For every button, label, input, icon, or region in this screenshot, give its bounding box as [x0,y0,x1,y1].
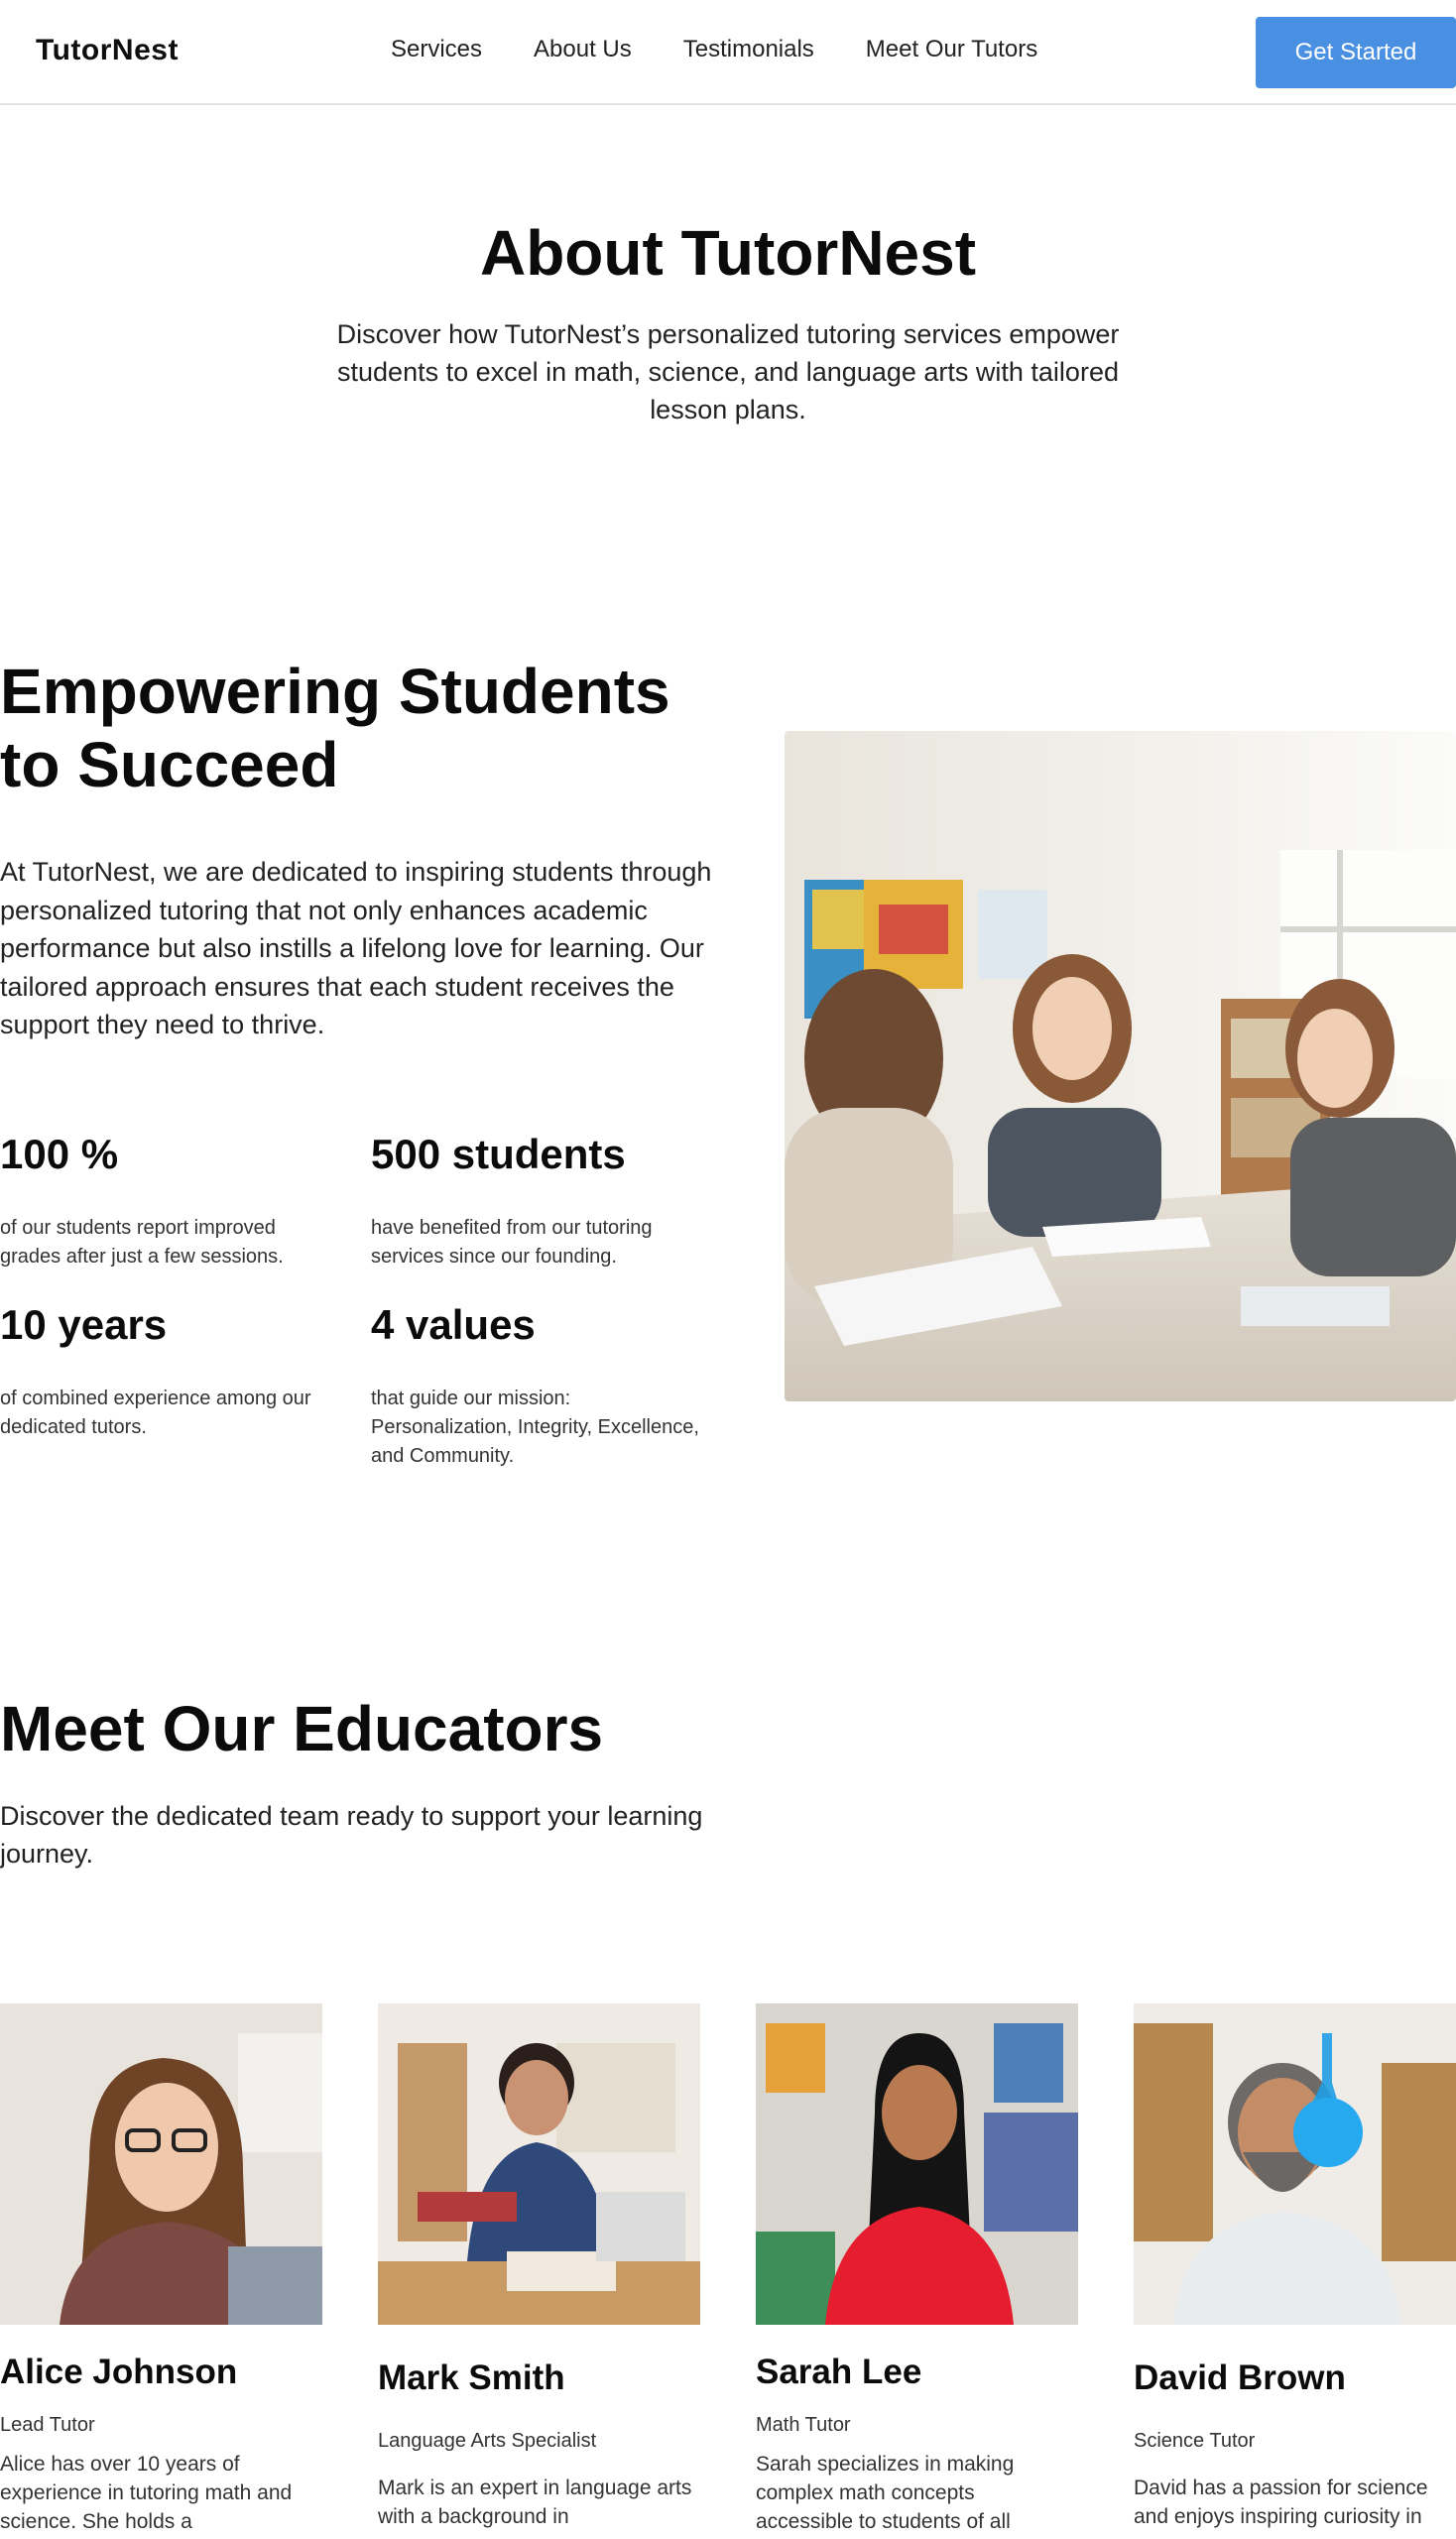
educator-photo [0,2003,322,2325]
main-nav [391,36,1089,63]
educator-name: Mark Smith [378,2358,565,2397]
nav-meet-our-tutors[interactable]: Meet Our Tutors [865,36,1038,62]
educator-card[interactable] [378,2003,700,2528]
educators-subtitle: Discover the dedicated team ready to support your learning journey. [0,1801,703,1869]
educator-bio: Sarah specializes in making complex math concepts accessible to students of all [756,2453,1015,2533]
nav-about-us[interactable]: About Us [534,36,632,62]
educator-name: Sarah Lee [756,2353,922,2391]
stat-value: 500 students [371,1131,626,1177]
stat-description: of combined experience among our dedicated tutors. [0,1388,311,1438]
educator-role: Math Tutor [756,2414,851,2436]
stat-description: of our students report improved grades after just a few sessions. [0,1217,284,1268]
stat-value: 4 values [371,1301,536,1348]
stat-description: have benefited from our tutoring services since our founding. [371,1217,653,1268]
educator-name: David Brown [1134,2358,1346,2397]
stat-description: that guide our mission: Personalization, Integrity, Excellence, and Community. [371,1388,699,1467]
educators-heading: Meet Our Educators [0,1693,604,1764]
educator-bio: Mark is an expert in language arts with a background in [378,2477,692,2528]
get-started-button[interactable]: Get Started [1256,17,1456,88]
educator-role: Lead Tutor [0,2414,95,2436]
educator-name: Alice Johnson [0,2353,238,2391]
logo[interactable]: TutorNest [36,34,179,66]
educator-role: Language Arts Specialist [378,2430,597,2452]
site-header [0,0,1456,105]
page-subtitle: Discover how TutorNest’s personalized tutoring services empower students to excel in math, science, and language arts with tailored lesson plans. [336,319,1120,424]
stat-value: 100 % [0,1131,119,1177]
educator-card[interactable] [0,2003,322,2533]
educator-photo [756,2003,1078,2325]
educator-photo [1134,2003,1456,2325]
stat-value: 10 years [0,1301,168,1348]
educator-card[interactable] [1134,2003,1456,2528]
classroom-photo [785,731,1456,1401]
nav-testimonials[interactable]: Testimonials [682,36,814,62]
empower-body: At TutorNest, we are dedicated to inspiring students through personalized tutoring that not only enhances academic performance but also instills a lifelong love for learning. Our tailored approach ensures that each student receives the support they need to thrive. [0,857,712,1039]
educator-card[interactable] [756,2003,1078,2533]
educator-bio: David has a passion for science and enjoys inspiring curiosity in [1134,2477,1428,2528]
educator-bio: Alice has over 10 years of experience in tutoring math and science. She holds a [0,2453,293,2533]
empower-heading: Empowering Students to Succeed [0,656,670,800]
page-title: About TutorNest [479,217,977,289]
educator-photo [378,2003,700,2325]
educator-role: Science Tutor [1134,2430,1256,2452]
nav-services[interactable]: Services [391,36,483,62]
